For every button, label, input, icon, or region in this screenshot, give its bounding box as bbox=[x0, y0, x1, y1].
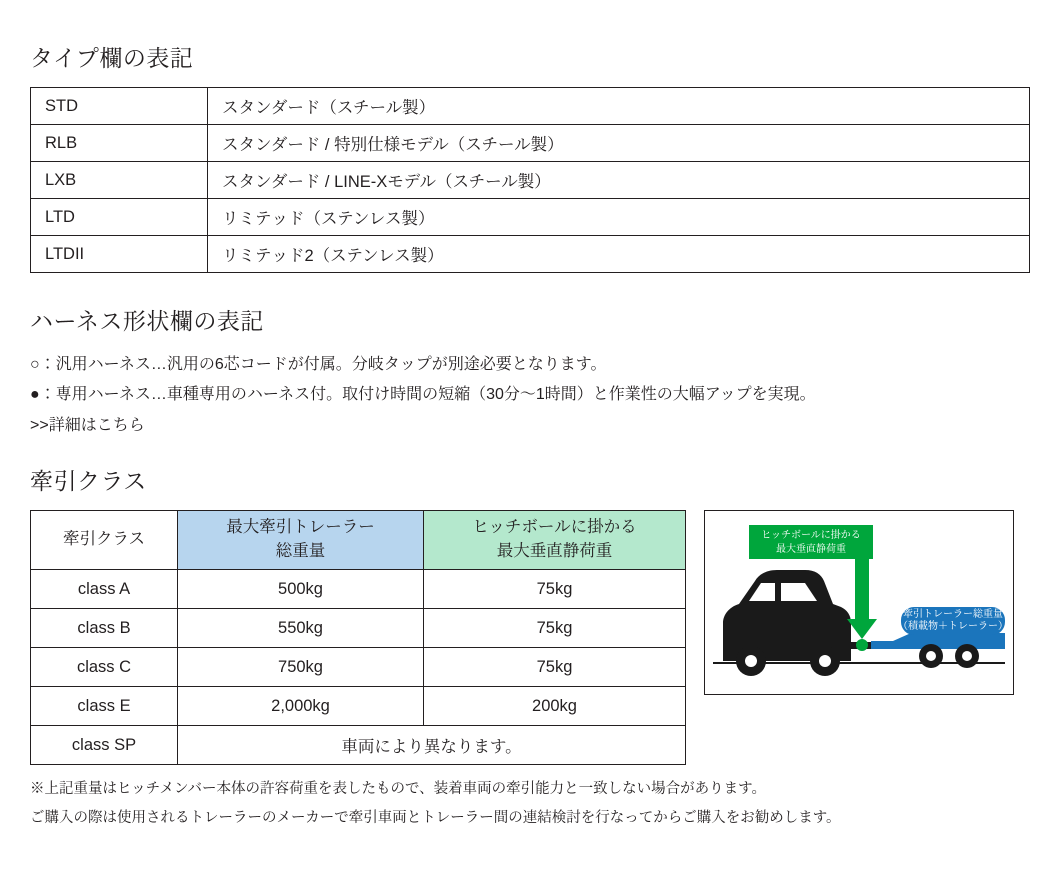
col-header-tongue-weight bbox=[424, 511, 686, 570]
col-header-max-trailer-line1: 最大牽引トレーラー bbox=[226, 518, 375, 537]
table-row bbox=[31, 88, 1030, 125]
cell-class: class C bbox=[31, 648, 178, 687]
col-header-max-trailer bbox=[178, 511, 424, 570]
footnote-2: ご購入の際は使用されるトレーラーのメーカーで牽引車両とトレーラー間の連結検討を行なってからご購入をお勧めします。 bbox=[30, 810, 841, 827]
type-section-title: タイプ欄の表記 bbox=[30, 45, 194, 71]
tow-diagram-svg bbox=[705, 511, 1013, 694]
type-code: LTD bbox=[31, 199, 208, 236]
cell-tongue-weight: 75kg bbox=[424, 609, 686, 648]
cell-trailer-weight: 750kg bbox=[178, 648, 424, 687]
towclass-section-title: 牽引クラス bbox=[30, 468, 147, 495]
type-desc: リミテッド2（ステンレス製） bbox=[208, 236, 1030, 273]
table-header-row bbox=[31, 511, 686, 570]
table-row bbox=[31, 648, 686, 687]
tow-class-table bbox=[30, 510, 686, 765]
col-header-max-trailer-line2: 総重量 bbox=[275, 542, 326, 561]
tow-diagram bbox=[704, 510, 1014, 695]
cell-trailer-weight: 500kg bbox=[178, 570, 424, 609]
type-desc: スタンダード / 特別仕様モデル（スチール製） bbox=[208, 125, 1030, 162]
diagram-label-tongue-line2: 最大垂直静荷重 bbox=[776, 544, 846, 556]
diagram-label-tongue-line1: ヒッチボールに掛かる bbox=[761, 530, 861, 542]
type-table bbox=[30, 87, 1030, 273]
cell-tongue-weight: 75kg bbox=[424, 648, 686, 687]
type-code: LTDII bbox=[31, 236, 208, 273]
cell-class: class B bbox=[31, 609, 178, 648]
col-header-class: 牽引クラス bbox=[31, 511, 178, 570]
type-code: STD bbox=[31, 88, 208, 125]
table-row bbox=[31, 236, 1030, 273]
cell-class: class E bbox=[31, 687, 178, 726]
cell-trailer-weight: 550kg bbox=[178, 609, 424, 648]
table-row bbox=[31, 570, 686, 609]
cell-class: class SP bbox=[31, 726, 178, 765]
footnotes bbox=[30, 775, 1021, 833]
harness-notes bbox=[30, 350, 1021, 441]
cell-class: class A bbox=[31, 570, 178, 609]
type-desc: スタンダード / LINE-Xモデル（スチール製） bbox=[208, 162, 1030, 199]
harness-note-dedicated: ●：専用ハーネス…車種専用のハーネス付。取付け時間の短縮（30分〜1時間）と作業性の大幅アップを実現。 bbox=[30, 386, 816, 404]
footnote-1: ※上記重量はヒッチメンバー本体の許容荷重を表したもので、装着車両の牽引能力と一致しない場合があります。 bbox=[30, 781, 767, 798]
table-row bbox=[31, 726, 686, 765]
type-desc: リミテッド（ステンレス製） bbox=[208, 199, 1030, 236]
cell-trailer-weight: 2,000kg bbox=[178, 687, 424, 726]
harness-section-title: ハーネス形状欄の表記 bbox=[30, 308, 264, 334]
diagram-label-trailer-line1: 牽引トレーラー総重量 bbox=[903, 609, 1003, 621]
type-desc: スタンダード（スチール製） bbox=[208, 88, 1030, 125]
table-row bbox=[31, 162, 1030, 199]
col-header-tongue-line2: 最大垂直静荷重 bbox=[496, 542, 613, 561]
cell-tongue-weight: 75kg bbox=[424, 570, 686, 609]
harness-note-general: ○：汎用ハーネス…汎用の6芯コードが付属。分岐タップが別途必要となります。 bbox=[30, 356, 607, 373]
diagram-label-trailer-line2: （積載物＋トレーラー） bbox=[898, 621, 1008, 633]
harness-details-link[interactable]: >>詳細はこちら bbox=[30, 416, 145, 434]
towclass-content bbox=[30, 510, 1021, 765]
col-header-tongue-line1: ヒッチボールに掛かる bbox=[472, 518, 637, 537]
table-row bbox=[31, 609, 686, 648]
cell-tongue-weight: 200kg bbox=[424, 687, 686, 726]
table-row bbox=[31, 125, 1030, 162]
table-row bbox=[31, 199, 1030, 236]
type-code: LXB bbox=[31, 162, 208, 199]
type-code: RLB bbox=[31, 125, 208, 162]
cell-sp-note: 車両により異なります。 bbox=[178, 726, 686, 765]
table-row bbox=[31, 687, 686, 726]
